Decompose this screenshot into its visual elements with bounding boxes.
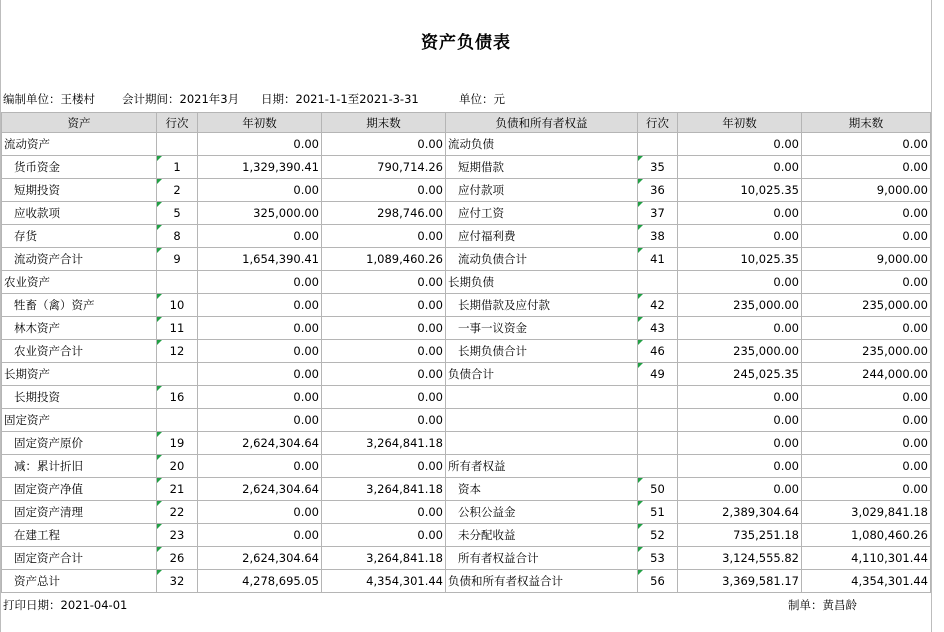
asset-end-cell: 0.00 <box>322 340 446 363</box>
asset-begin-cell: 0.00 <box>198 225 322 248</box>
asset-line-cell: 19 <box>157 432 198 455</box>
asset-end-cell: 0.00 <box>322 294 446 317</box>
liability-line-cell <box>638 409 678 432</box>
liability-name-cell: 应付福利费 <box>446 225 638 248</box>
liability-line-cell: 36 <box>638 179 678 202</box>
asset-begin-cell: 0.00 <box>198 501 322 524</box>
liability-begin-cell: 0.00 <box>678 478 802 501</box>
liability-begin-cell: 0.00 <box>678 133 802 156</box>
asset-name-cell: 长期资产 <box>2 363 157 386</box>
liability-begin-cell: 245,025.35 <box>678 363 802 386</box>
asset-name-cell: 固定资产原价 <box>2 432 157 455</box>
liability-end-cell: 0.00 <box>802 478 931 501</box>
liability-begin-cell: 0.00 <box>678 271 802 294</box>
asset-name-cell: 固定资产 <box>2 409 157 432</box>
asset-line-cell: 12 <box>157 340 198 363</box>
liability-name-cell: 所有者权益合计 <box>446 547 638 570</box>
liability-begin-cell: 0.00 <box>678 156 802 179</box>
table-row <box>2 202 931 225</box>
liability-begin-cell: 0.00 <box>678 202 802 225</box>
asset-name-cell: 农业资产合计 <box>2 340 157 363</box>
asset-begin-cell: 4,278,695.05 <box>198 570 322 593</box>
table-row <box>2 501 931 524</box>
asset-name-cell: 存货 <box>2 225 157 248</box>
liability-line-cell: 52 <box>638 524 678 547</box>
liability-name-cell <box>446 409 638 432</box>
asset-begin-cell: 325,000.00 <box>198 202 322 225</box>
liability-begin-cell: 0.00 <box>678 225 802 248</box>
asset-begin-cell: 0.00 <box>198 179 322 202</box>
liability-begin-cell: 3,369,581.17 <box>678 570 802 593</box>
asset-end-cell: 0.00 <box>322 501 446 524</box>
table-row <box>2 317 931 340</box>
asset-name-cell: 应收款项 <box>2 202 157 225</box>
asset-end-cell: 3,264,841.18 <box>322 478 446 501</box>
asset-line-cell <box>157 409 198 432</box>
asset-begin-cell: 0.00 <box>198 294 322 317</box>
liability-end-cell: 235,000.00 <box>802 340 931 363</box>
liability-line-cell: 41 <box>638 248 678 271</box>
table-row <box>2 547 931 570</box>
table-row <box>2 248 931 271</box>
asset-begin-cell: 0.00 <box>198 133 322 156</box>
header-row <box>2 113 931 133</box>
col-header-begin-2: 年初数 <box>678 113 802 133</box>
liability-begin-cell: 10,025.35 <box>678 248 802 271</box>
asset-begin-cell: 0.00 <box>198 271 322 294</box>
liability-begin-cell: 735,251.18 <box>678 524 802 547</box>
asset-name-cell: 流动资产合计 <box>2 248 157 271</box>
liability-line-cell: 49 <box>638 363 678 386</box>
liability-begin-cell: 0.00 <box>678 455 802 478</box>
asset-name-cell: 短期投资 <box>2 179 157 202</box>
asset-line-cell: 21 <box>157 478 198 501</box>
liability-line-cell <box>638 386 678 409</box>
liability-end-cell: 0.00 <box>802 432 931 455</box>
liability-end-cell: 9,000.00 <box>802 248 931 271</box>
asset-line-cell: 9 <box>157 248 198 271</box>
liability-name-cell: 长期借款及应付款 <box>446 294 638 317</box>
liability-end-cell: 9,000.00 <box>802 179 931 202</box>
liability-begin-cell: 0.00 <box>678 432 802 455</box>
liability-name-cell: 负债合计 <box>446 363 638 386</box>
asset-end-cell: 0.00 <box>322 271 446 294</box>
liability-begin-cell: 235,000.00 <box>678 294 802 317</box>
accounting-period: 会计期间：2021年3月 <box>122 92 240 106</box>
asset-line-cell: 1 <box>157 156 198 179</box>
asset-line-cell: 26 <box>157 547 198 570</box>
asset-line-cell: 11 <box>157 317 198 340</box>
asset-begin-cell: 0.00 <box>198 524 322 547</box>
asset-line-cell: 23 <box>157 524 198 547</box>
liability-begin-cell: 0.00 <box>678 386 802 409</box>
table-row <box>2 133 931 156</box>
asset-name-cell: 林木资产 <box>2 317 157 340</box>
liability-name-cell: 负债和所有者权益合计 <box>446 570 638 593</box>
asset-name-cell: 资产总计 <box>2 570 157 593</box>
liability-name-cell: 短期借款 <box>446 156 638 179</box>
liability-end-cell: 0.00 <box>802 271 931 294</box>
asset-begin-cell: 0.00 <box>198 409 322 432</box>
asset-begin-cell: 2,624,304.64 <box>198 547 322 570</box>
asset-name-cell: 固定资产净值 <box>2 478 157 501</box>
asset-end-cell: 0.00 <box>322 455 446 478</box>
table-row <box>2 156 931 179</box>
col-header-liability: 负债和所有者权益 <box>446 113 638 133</box>
liability-end-cell: 0.00 <box>802 455 931 478</box>
col-header-end-2: 期末数 <box>802 113 931 133</box>
asset-name-cell: 固定资产清理 <box>2 501 157 524</box>
preparer: 制单：黄昌龄 <box>788 598 857 612</box>
liability-line-cell <box>638 455 678 478</box>
asset-line-cell <box>157 133 198 156</box>
report-title: 资产负债表 <box>421 33 511 53</box>
liability-name-cell: 长期负债 <box>446 271 638 294</box>
liability-line-cell: 37 <box>638 202 678 225</box>
asset-line-cell: 16 <box>157 386 198 409</box>
liability-begin-cell: 0.00 <box>678 409 802 432</box>
asset-line-cell: 10 <box>157 294 198 317</box>
liability-name-cell: 资本 <box>446 478 638 501</box>
liability-begin-cell: 235,000.00 <box>678 340 802 363</box>
asset-end-cell: 4,354,301.44 <box>322 570 446 593</box>
table-row <box>2 340 931 363</box>
asset-name-cell: 货币资金 <box>2 156 157 179</box>
asset-begin-cell: 1,329,390.41 <box>198 156 322 179</box>
liability-name-cell: 应付工资 <box>446 202 638 225</box>
liability-line-cell: 56 <box>638 570 678 593</box>
col-header-begin: 年初数 <box>198 113 322 133</box>
asset-begin-cell: 2,624,304.64 <box>198 478 322 501</box>
date-range: 日期：2021-1-1至2021-3-31 <box>261 92 419 106</box>
asset-line-cell: 32 <box>157 570 198 593</box>
liability-end-cell: 1,080,460.26 <box>802 524 931 547</box>
asset-line-cell: 22 <box>157 501 198 524</box>
table-row <box>2 478 931 501</box>
liability-line-cell: 42 <box>638 294 678 317</box>
liability-name-cell: 长期负债合计 <box>446 340 638 363</box>
asset-line-cell: 2 <box>157 179 198 202</box>
print-date: 打印日期：2021-04-01 <box>3 598 128 612</box>
asset-end-cell: 0.00 <box>322 179 446 202</box>
table-row <box>2 179 931 202</box>
asset-end-cell: 790,714.26 <box>322 156 446 179</box>
asset-end-cell: 0.00 <box>322 317 446 340</box>
col-header-asset: 资产 <box>2 113 157 133</box>
col-header-end: 期末数 <box>322 113 446 133</box>
asset-name-cell: 牲畜（禽）资产 <box>2 294 157 317</box>
liability-line-cell <box>638 133 678 156</box>
asset-begin-cell: 0.00 <box>198 340 322 363</box>
liability-name-cell: 流动负债 <box>446 133 638 156</box>
compiling-unit: 编制单位：王楼村 <box>3 92 95 106</box>
balance-sheet-table <box>1 112 931 593</box>
table-row <box>2 432 931 455</box>
asset-begin-cell: 2,624,304.64 <box>198 432 322 455</box>
liability-line-cell <box>638 271 678 294</box>
asset-begin-cell: 0.00 <box>198 317 322 340</box>
liability-end-cell: 3,029,841.18 <box>802 501 931 524</box>
asset-end-cell: 1,089,460.26 <box>322 248 446 271</box>
asset-end-cell: 0.00 <box>322 133 446 156</box>
asset-end-cell: 0.00 <box>322 409 446 432</box>
liability-end-cell: 0.00 <box>802 409 931 432</box>
liability-name-cell: 流动负债合计 <box>446 248 638 271</box>
table-row <box>2 570 931 593</box>
liability-line-cell: 38 <box>638 225 678 248</box>
asset-line-cell: 20 <box>157 455 198 478</box>
asset-begin-cell: 0.00 <box>198 455 322 478</box>
liability-begin-cell: 3,124,555.82 <box>678 547 802 570</box>
liability-name-cell: 所有者权益 <box>446 455 638 478</box>
liability-line-cell: 53 <box>638 547 678 570</box>
asset-name-cell: 农业资产 <box>2 271 157 294</box>
liability-name-cell <box>446 432 638 455</box>
asset-begin-cell: 0.00 <box>198 363 322 386</box>
liability-line-cell: 46 <box>638 340 678 363</box>
liability-line-cell: 51 <box>638 501 678 524</box>
liability-line-cell: 43 <box>638 317 678 340</box>
asset-line-cell: 8 <box>157 225 198 248</box>
table-row <box>2 455 931 478</box>
liability-line-cell: 35 <box>638 156 678 179</box>
liability-end-cell: 0.00 <box>802 317 931 340</box>
col-header-line-2: 行次 <box>638 113 678 133</box>
asset-name-cell: 在建工程 <box>2 524 157 547</box>
liability-line-cell <box>638 432 678 455</box>
asset-line-cell: 5 <box>157 202 198 225</box>
liability-name-cell: 公积公益金 <box>446 501 638 524</box>
asset-end-cell: 0.00 <box>322 386 446 409</box>
table-row <box>2 409 931 432</box>
liability-begin-cell: 2,389,304.64 <box>678 501 802 524</box>
table-row <box>2 294 931 317</box>
asset-name-cell: 减：累计折旧 <box>2 455 157 478</box>
table-row <box>2 225 931 248</box>
liability-begin-cell: 10,025.35 <box>678 179 802 202</box>
liability-end-cell: 0.00 <box>802 202 931 225</box>
liability-name-cell: 应付款项 <box>446 179 638 202</box>
liability-name-cell <box>446 386 638 409</box>
liability-begin-cell: 0.00 <box>678 317 802 340</box>
asset-end-cell: 0.00 <box>322 225 446 248</box>
asset-name-cell: 流动资产 <box>2 133 157 156</box>
asset-end-cell: 0.00 <box>322 363 446 386</box>
liability-end-cell: 244,000.00 <box>802 363 931 386</box>
table-row <box>2 524 931 547</box>
table-row <box>2 386 931 409</box>
asset-end-cell: 298,746.00 <box>322 202 446 225</box>
table-row <box>2 271 931 294</box>
liability-end-cell: 0.00 <box>802 225 931 248</box>
asset-end-cell: 3,264,841.18 <box>322 432 446 455</box>
liability-end-cell: 0.00 <box>802 156 931 179</box>
table-row <box>2 363 931 386</box>
asset-end-cell: 3,264,841.18 <box>322 547 446 570</box>
currency-unit: 单位：元 <box>459 92 505 106</box>
asset-begin-cell: 0.00 <box>198 386 322 409</box>
liability-end-cell: 0.00 <box>802 386 931 409</box>
asset-begin-cell: 1,654,390.41 <box>198 248 322 271</box>
liability-name-cell: 未分配收益 <box>446 524 638 547</box>
asset-name-cell: 长期投资 <box>2 386 157 409</box>
liability-end-cell: 4,110,301.44 <box>802 547 931 570</box>
asset-end-cell: 0.00 <box>322 524 446 547</box>
liability-name-cell: 一事一议资金 <box>446 317 638 340</box>
col-header-line: 行次 <box>157 113 198 133</box>
asset-line-cell <box>157 271 198 294</box>
asset-name-cell: 固定资产合计 <box>2 547 157 570</box>
liability-end-cell: 4,354,301.44 <box>802 570 931 593</box>
liability-end-cell: 235,000.00 <box>802 294 931 317</box>
asset-line-cell <box>157 363 198 386</box>
liability-end-cell: 0.00 <box>802 133 931 156</box>
liability-line-cell: 50 <box>638 478 678 501</box>
